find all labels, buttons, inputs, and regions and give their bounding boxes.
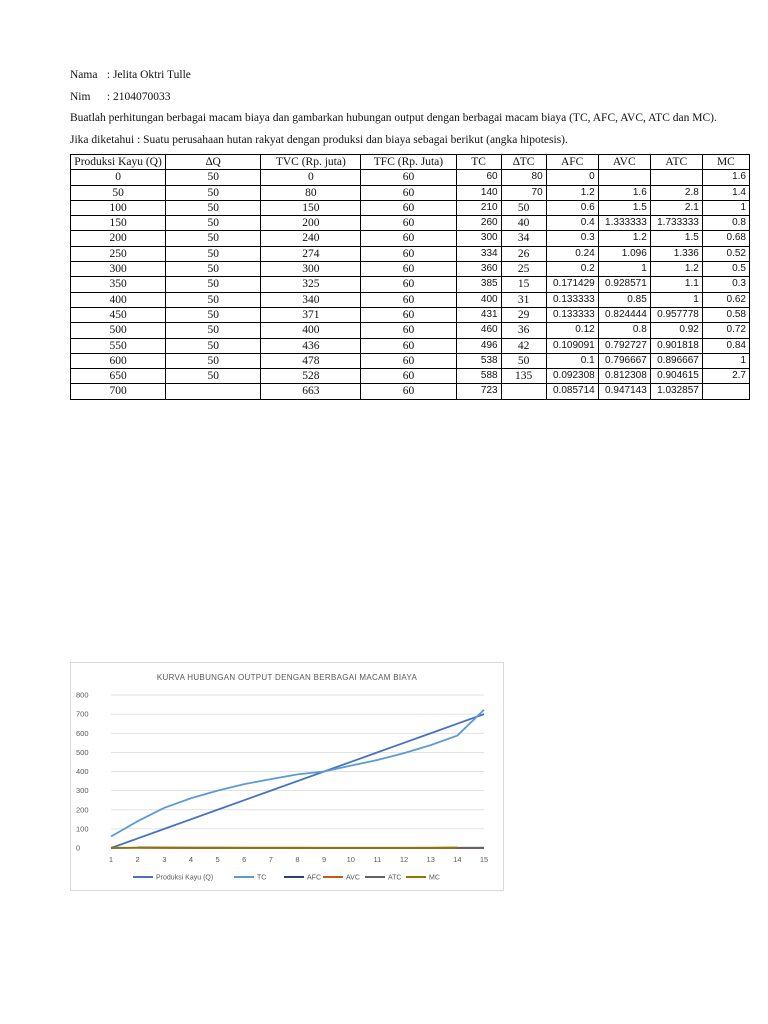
cell-col-dq: 50 <box>166 231 261 246</box>
cell-col-afc: 0.6 <box>546 200 598 215</box>
cell-col-q: 450 <box>71 307 166 322</box>
cell-col-afc: 0 <box>546 170 598 185</box>
x-tick-label: 3 <box>162 855 167 864</box>
cell-col-atc: 1 <box>650 292 702 307</box>
cell-col-dq <box>166 384 261 399</box>
y-tick-label: 600 <box>76 728 89 738</box>
cell-col-q: 550 <box>71 338 166 353</box>
cell-col-tc: 588 <box>456 369 501 384</box>
cell-col-atc: 2.8 <box>650 185 702 200</box>
instruction-text: Buatlah perhitungan berbagai macam biaya dan gambarkan hubungan output dengan berbagai macam biaya (TC, AFC, AVC, ATC dan MC). <box>70 112 717 124</box>
cell-col-afc: 0.4 <box>546 216 598 231</box>
cell-col-tc: 140 <box>456 185 501 200</box>
cell-col-tfc: 60 <box>361 323 456 338</box>
table-row <box>71 338 750 353</box>
cell-col-avc <box>598 170 650 185</box>
cell-col-afc: 0.085714 <box>546 384 598 399</box>
cell-col-atc: 1.2 <box>650 262 702 277</box>
student-id-line <box>70 91 170 103</box>
cell-col-q: 600 <box>71 353 166 368</box>
cell-col-afc: 0.133333 <box>546 292 598 307</box>
y-tick-label: 300 <box>76 786 89 796</box>
cell-col-atc: 1.733333 <box>650 216 702 231</box>
cell-col-dtc: 36 <box>501 323 546 338</box>
table-row <box>71 277 750 292</box>
cell-col-tfc: 60 <box>361 307 456 322</box>
cell-col-dtc: 31 <box>501 292 546 307</box>
cell-col-afc: 0.133333 <box>546 307 598 322</box>
cell-col-tfc: 60 <box>361 277 456 292</box>
cell-col-avc: 0.85 <box>598 292 650 307</box>
cell-col-avc: 1.333333 <box>598 216 650 231</box>
cell-col-dq: 50 <box>166 200 261 215</box>
cell-col-tc: 400 <box>456 292 501 307</box>
cell-col-tvc: 200 <box>261 216 361 231</box>
cell-col-tvc: 0 <box>261 170 361 185</box>
given-text: Jika diketahui : Suatu perusahaan hutan rakyat dengan produksi dan biaya sebagai berikut (angka hipotesis). <box>70 134 568 146</box>
y-tick-label: 200 <box>76 805 89 815</box>
cell-col-tfc: 60 <box>361 338 456 353</box>
name-value: : Jelita Oktri Tulle <box>106 69 191 81</box>
cell-col-atc: 0.92 <box>650 323 702 338</box>
cell-col-afc: 0.24 <box>546 246 598 261</box>
cell-col-avc: 1.5 <box>598 200 650 215</box>
cell-col-avc: 0.8 <box>598 323 650 338</box>
cell-col-avc: 0.792727 <box>598 338 650 353</box>
cell-col-q: 50 <box>71 185 166 200</box>
legend-label: TC <box>257 874 267 882</box>
table-row <box>71 246 750 261</box>
cell-col-dtc: 34 <box>501 231 546 246</box>
cell-col-dtc: 29 <box>501 307 546 322</box>
y-tick-label: 800 <box>76 690 89 700</box>
cell-col-avc: 1 <box>598 262 650 277</box>
cell-col-mc: 0.8 <box>702 216 749 231</box>
cell-col-atc: 1.336 <box>650 246 702 261</box>
cell-col-avc: 0.947143 <box>598 384 650 399</box>
x-tick-label: 15 <box>479 855 489 864</box>
cell-col-tvc: 340 <box>261 292 361 307</box>
cell-col-mc: 0.52 <box>702 246 749 261</box>
table-row <box>71 384 750 399</box>
cell-col-q: 300 <box>71 262 166 277</box>
cell-col-dtc: 26 <box>501 246 546 261</box>
cell-col-q: 200 <box>71 231 166 246</box>
cell-col-avc: 0.812308 <box>598 369 650 384</box>
cell-col-dtc: 25 <box>501 262 546 277</box>
nim-value: : 2104070033 <box>106 91 171 103</box>
cell-col-tc: 538 <box>456 353 501 368</box>
cell-col-afc: 0.1 <box>546 353 598 368</box>
table-row <box>71 307 750 322</box>
cell-col-tvc: 240 <box>261 231 361 246</box>
cell-col-mc: 0.5 <box>702 262 749 277</box>
cell-col-dq: 50 <box>166 353 261 368</box>
cell-col-dtc: 135 <box>501 369 546 384</box>
cell-col-dq: 50 <box>166 277 261 292</box>
cell-col-tvc: 478 <box>261 353 361 368</box>
cell-col-avc: 0.824444 <box>598 307 650 322</box>
legend-label: Produksi Kayu (Q) <box>156 874 214 882</box>
cell-col-mc: 0.62 <box>702 292 749 307</box>
cell-col-dq: 50 <box>166 185 261 200</box>
cell-col-atc: 0.957778 <box>650 307 702 322</box>
cell-col-q: 700 <box>71 384 166 399</box>
cell-col-afc: 0.3 <box>546 231 598 246</box>
cell-col-avc: 1.6 <box>598 185 650 200</box>
cell-col-tc: 210 <box>456 200 501 215</box>
cell-col-tvc: 400 <box>261 323 361 338</box>
cell-col-tfc: 60 <box>361 369 456 384</box>
cell-col-dq: 50 <box>166 262 261 277</box>
cell-col-dq: 50 <box>166 170 261 185</box>
cell-col-atc <box>650 170 702 185</box>
y-tick-label: 500 <box>76 747 89 757</box>
student-name-line <box>70 69 191 81</box>
cost-table <box>70 154 750 400</box>
cell-col-dq: 50 <box>166 338 261 353</box>
x-tick-label: 9 <box>322 855 327 864</box>
cell-col-tc: 460 <box>456 323 501 338</box>
header-col-tvc: TVC (Rp. juta) <box>261 155 361 170</box>
cell-col-dtc: 50 <box>501 200 546 215</box>
legend-label: AVC <box>346 874 360 882</box>
cell-col-tfc: 60 <box>361 292 456 307</box>
cell-col-dtc: 42 <box>501 338 546 353</box>
cell-col-dq: 50 <box>166 292 261 307</box>
cell-col-dtc: 50 <box>501 353 546 368</box>
y-tick-label: 400 <box>76 767 89 776</box>
cell-col-afc: 0.109091 <box>546 338 598 353</box>
nim-label: Nim <box>70 91 91 103</box>
cell-col-atc: 1.5 <box>650 231 702 246</box>
x-tick-label: 1 <box>108 855 114 864</box>
cell-col-tfc: 60 <box>361 384 456 399</box>
cell-col-q: 250 <box>71 246 166 261</box>
cell-col-q: 0 <box>71 170 166 185</box>
cell-col-tvc: 663 <box>261 384 361 399</box>
series-line-tc <box>111 710 484 837</box>
cell-col-tvc: 150 <box>261 200 361 215</box>
chart-title: KURVA HUBUNGAN OUTPUT DENGAN BERBAGAI MACAM BIAYA <box>156 673 418 682</box>
cell-col-q: 150 <box>71 216 166 231</box>
x-tick-label: 14 <box>453 855 462 864</box>
cell-col-avc: 1.096 <box>598 246 650 261</box>
legend-label: MC <box>429 874 440 882</box>
cell-col-tfc: 60 <box>361 246 456 261</box>
cell-col-mc: 1 <box>702 353 749 368</box>
x-tick-label: 2 <box>135 855 140 864</box>
x-tick-label: 13 <box>426 855 435 864</box>
cell-col-tfc: 60 <box>361 353 456 368</box>
cell-col-afc: 0.2 <box>546 262 598 277</box>
cell-col-tc: 60 <box>456 170 501 185</box>
cell-col-dq: 50 <box>166 323 261 338</box>
series-line-produksi-kayu-q <box>111 714 484 848</box>
cell-col-mc: 1 <box>702 200 749 215</box>
cell-col-atc: 1.1 <box>650 277 702 292</box>
cell-col-mc: 0.3 <box>702 277 749 292</box>
table-row <box>71 185 750 200</box>
cell-col-mc <box>702 384 749 399</box>
cell-col-tc: 334 <box>456 246 501 261</box>
table-row <box>71 216 750 231</box>
cell-col-afc: 0.12 <box>546 323 598 338</box>
table-body <box>71 170 750 399</box>
cell-col-tc: 496 <box>456 338 501 353</box>
cell-col-tc: 300 <box>456 231 501 246</box>
cell-col-tfc: 60 <box>361 200 456 215</box>
header-col-tfc: TFC (Rp. Juta) <box>361 155 456 170</box>
header-col-mc: MC <box>702 155 749 170</box>
x-tick-label: 12 <box>399 855 409 864</box>
cell-col-mc: 1.4 <box>702 185 749 200</box>
table-row <box>71 369 750 384</box>
cell-col-tc: 385 <box>456 277 501 292</box>
name-label: Nama <box>70 69 98 81</box>
table-row <box>71 292 750 307</box>
chart-svg <box>71 663 503 890</box>
cell-col-tvc: 436 <box>261 338 361 353</box>
cell-col-afc: 0.092308 <box>546 369 598 384</box>
cell-col-dq: 50 <box>166 216 261 231</box>
cell-col-atc: 2.1 <box>650 200 702 215</box>
x-tick-label: 4 <box>188 855 194 864</box>
cell-col-mc: 1.6 <box>702 170 749 185</box>
cell-col-avc: 0.796667 <box>598 353 650 368</box>
header-col-avc: AVC <box>598 155 650 170</box>
cell-col-tc: 431 <box>456 307 501 322</box>
cell-col-tc: 260 <box>456 216 501 231</box>
header-col-q: Produksi Kayu (Q) <box>71 155 166 170</box>
cell-col-atc: 0.901818 <box>650 338 702 353</box>
cell-col-tvc: 274 <box>261 246 361 261</box>
table-row <box>71 170 750 185</box>
legend-label: ATC <box>388 874 402 882</box>
cell-col-tfc: 60 <box>361 231 456 246</box>
cell-col-avc: 1.2 <box>598 231 650 246</box>
table-row <box>71 200 750 215</box>
x-tick-label: 6 <box>242 855 247 864</box>
cell-col-q: 350 <box>71 277 166 292</box>
header-col-tc: TC <box>456 155 501 170</box>
table-row <box>71 262 750 277</box>
header-col-dq: ∆Q <box>166 155 261 170</box>
cell-col-dq: 50 <box>166 246 261 261</box>
cell-col-mc: 0.84 <box>702 338 749 353</box>
cell-col-q: 500 <box>71 323 166 338</box>
cell-col-tfc: 60 <box>361 262 456 277</box>
x-tick-label: 7 <box>268 855 273 864</box>
x-tick-label: 5 <box>215 855 220 864</box>
cell-col-mc: 2.7 <box>702 369 749 384</box>
cell-col-afc: 1.2 <box>546 185 598 200</box>
cell-col-tvc: 325 <box>261 277 361 292</box>
cell-col-tfc: 60 <box>361 216 456 231</box>
cell-col-dtc: 15 <box>501 277 546 292</box>
cell-col-tvc: 80 <box>261 185 361 200</box>
cell-col-tvc: 300 <box>261 262 361 277</box>
cell-col-dtc <box>501 384 546 399</box>
y-tick-label: 100 <box>76 824 89 834</box>
table-row <box>71 323 750 338</box>
cell-col-q: 650 <box>71 369 166 384</box>
cell-col-atc: 0.904615 <box>650 369 702 384</box>
header-col-afc: AFC <box>546 155 598 170</box>
header-col-atc: ATC <box>650 155 702 170</box>
cell-col-dtc: 80 <box>501 170 546 185</box>
cell-col-atc: 0.896667 <box>650 353 702 368</box>
cell-col-dtc: 70 <box>501 185 546 200</box>
cell-col-dtc: 40 <box>501 216 546 231</box>
cell-col-tvc: 371 <box>261 307 361 322</box>
cell-col-afc: 0.171429 <box>546 277 598 292</box>
header-col-dtc: ∆TC <box>501 155 546 170</box>
cell-col-tc: 360 <box>456 262 501 277</box>
legend-label: AFC <box>307 874 321 882</box>
cell-col-tvc: 528 <box>261 369 361 384</box>
cell-col-tc: 723 <box>456 384 501 399</box>
cell-col-tfc: 60 <box>361 170 456 185</box>
cell-col-q: 400 <box>71 292 166 307</box>
cell-col-mc: 0.58 <box>702 307 749 322</box>
cell-col-mc: 0.72 <box>702 323 749 338</box>
y-tick-label: 0 <box>76 843 81 853</box>
cost-curve-chart <box>70 662 504 891</box>
x-tick-label: 8 <box>295 855 300 864</box>
cell-col-q: 100 <box>71 200 166 215</box>
y-tick-label: 700 <box>76 709 89 719</box>
cell-col-tfc: 60 <box>361 185 456 200</box>
cell-col-dq: 50 <box>166 307 261 322</box>
table-row <box>71 231 750 246</box>
x-tick-label: 10 <box>346 855 355 864</box>
table-row <box>71 353 750 368</box>
x-tick-label: 11 <box>373 855 382 864</box>
cell-col-atc: 1.032857 <box>650 384 702 399</box>
cell-col-dq: 50 <box>166 369 261 384</box>
cell-col-mc: 0.68 <box>702 231 749 246</box>
cell-col-avc: 0.928571 <box>598 277 650 292</box>
table-header-row <box>71 155 750 170</box>
